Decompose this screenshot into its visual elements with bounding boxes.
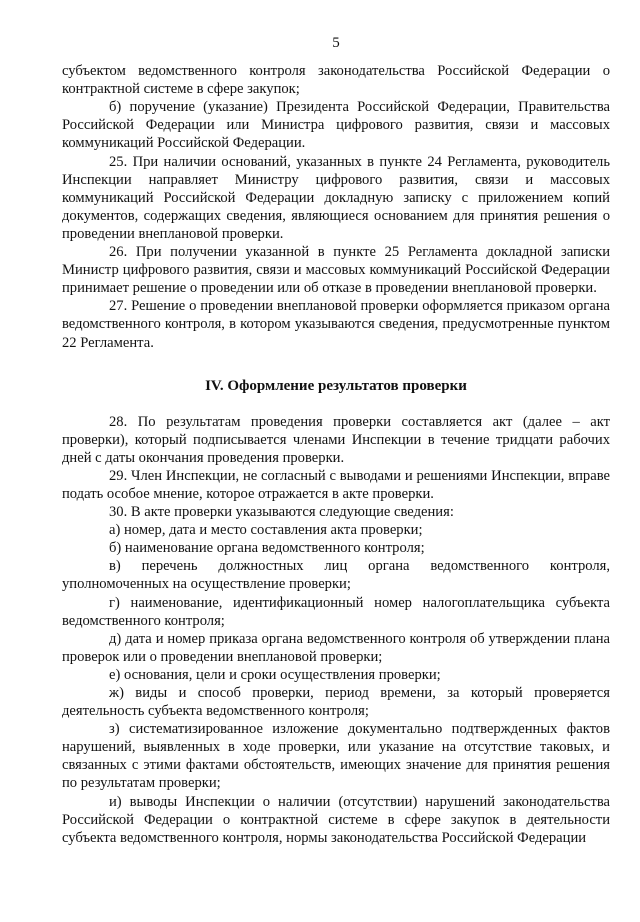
list-item: е) основания, цели и сроки осуществления проверки; (109, 666, 441, 683)
paragraph: субъектом ведомственного контроля законодательства Российской Федерации о контрактной системе в сфере закупок; (62, 63, 610, 98)
list-item: з) систематизированное изложение документально подтвержденных фактов нарушений, выявленных в ходе проверки, или указание на отсутствие таковых, и связанных с этими фактами обстоятельств, имеющих значение для принятия решения по результатам проверки; (62, 721, 610, 792)
paragraph: 30. В акте проверки указываются следующие сведения: (109, 504, 454, 521)
paragraphs-before-heading (62, 62, 610, 352)
list-item: ж) виды и способ проверки, период времени, за который проверяется деятельность субъекта ведомственного контроля; (62, 685, 610, 720)
list-item: г) наименование, идентификационный номер налогоплательщика субъекта ведомственного контроля; (62, 594, 610, 629)
paragraph: 28. По результатам проведения проверки составляется акт (далее – акт проверки), который подписывается членами Инспекции в течение тридцати рабочих дней с даты окончания проведения проверки. (62, 413, 610, 466)
paragraph: 27. Решение о проведении внеплановой проверки оформляется приказом органа ведомственного контроля, в котором указываются сведения, предусмотренные пунктом 22 Регламента. (62, 298, 610, 351)
paragraphs-after-heading (62, 413, 610, 847)
paragraph: 25. При наличии оснований, указанных в пункте 24 Регламента, руководитель Инспекции направляет Министру цифрового развития, связи и массовых коммуникаций Российской Федерации докладную записку с приложением копий документов, содержащих сведения, являющиеся основанием для принятия решения о проведении внеплановой проверки. (62, 153, 610, 242)
list-item: в) перечень должностных лиц органа ведомственного контроля, уполномоченных на осуществление проверки; (62, 558, 610, 593)
section-heading: IV. Оформление результатов проверки (205, 377, 467, 394)
list-item: и) выводы Инспекции о наличии (отсутствии) нарушений законодательства Российской Федерации о контрактной системе в сфере закупок в деятельности субъекта ведомственного контроля, нормы законодательства Российской Федерации (62, 793, 610, 846)
document-page (62, 34, 610, 847)
list-item: д) дата и номер приказа органа ведомственного контроля об утверждении плана проверок или о проведении внеплановой проверки; (62, 630, 610, 665)
list-item: а) номер, дата и место составления акта проверки; (109, 522, 423, 539)
paragraph: 29. Член Инспекции, не согласный с выводами и решениями Инспекции, вправе подать особое мнение, которое отражается в акте проверки. (62, 467, 610, 502)
page-number: 5 (332, 35, 340, 51)
list-item: б) наименование органа ведомственного контроля; (109, 540, 425, 557)
paragraph: б) поручение (указание) Президента Российской Федерации, Правительства Российской Федерации или Министра цифрового развития, связи и массовых коммуникаций Российской Федерации. (62, 99, 610, 152)
paragraph: 26. При получении указанной в пункте 25 Регламента докладной записки Министр цифрового развития, связи и массовых коммуникаций Российской Федерации принимает решение о проведении или об отказе в проведении внеплановой проверки. (62, 244, 610, 297)
